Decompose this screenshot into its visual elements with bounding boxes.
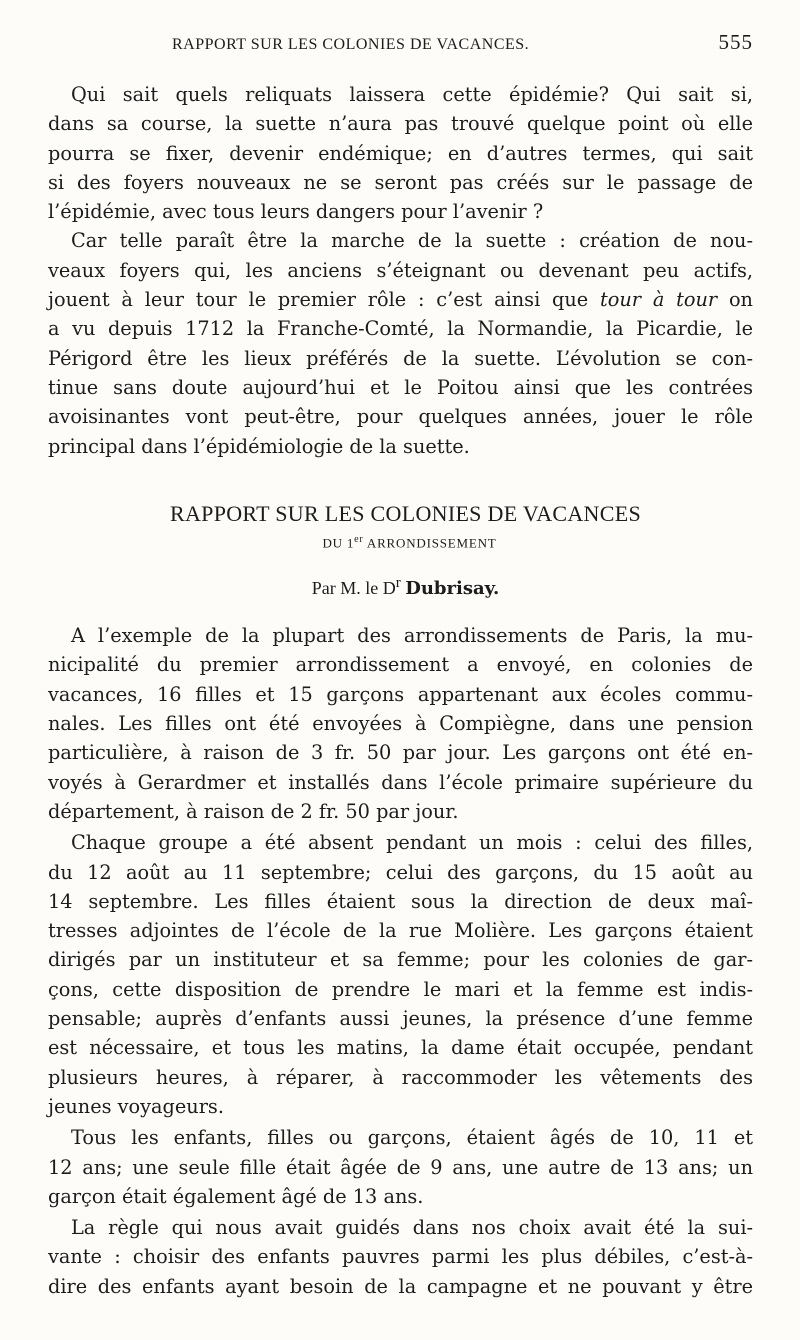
running-title: RAPPORT SUR LES COLONIES DE VACANCES. [172, 36, 530, 53]
text-line: nicipalité du premier arrondissement a envoyé, en colonies de [48, 653, 753, 677]
text-line: l’épidémie, avec tous leurs dangers pour l’avenir ? [48, 200, 544, 224]
intro-paragraph [48, 226, 753, 460]
section-subtitle [48, 534, 753, 551]
text-line: 14 septembre. Les filles étaient sous la direction de deux maî- [48, 889, 753, 913]
text-line: Tous les enfants, filles ou garçons, étaient âgés de 10, 11 et [71, 1126, 753, 1150]
text-line: Qui sait quels reliquats laissera cette épidémie? Qui sait si, [71, 83, 753, 106]
author-prefix: Par M. le D [311, 578, 396, 599]
text-line: pourra se fixer, devenir endémique; en d’autres termes, qui sait [48, 141, 753, 165]
report-paragraph [48, 621, 753, 826]
text-line: çons, cette disposition de prendre le mari et la femme est indis- [48, 977, 753, 1001]
text-line: vacances, 16 filles et 15 garçons appartenant aux écoles commu- [48, 682, 753, 706]
text-line: Chaque groupe a été absent pendant un mois : celui des filles, [71, 831, 753, 855]
text-line: voyés à Gerardmer et installés dans l’école primaire supérieure du [48, 770, 753, 794]
text-line: A l’exemple de la plupart des arrondissements de Paris, la mu- [71, 624, 753, 648]
text-line: si des foyers nouveaux ne se seront pas créés sur le passage de [48, 170, 753, 194]
text-line: tinue sans doute aujourd’hui et le Poitou ainsi que les contrées [48, 375, 753, 399]
report-paragraph [48, 1123, 753, 1211]
text-line: avoisinantes vont peut-être, pour quelques années, jouer le rôle [48, 405, 753, 429]
running-head [48, 30, 753, 60]
text-line: dirigés par un instituteur et sa femme; pour les colonies de gar- [48, 948, 753, 972]
page-number: 555 [718, 30, 753, 54]
intro-text [48, 80, 753, 461]
text-line: dire des enfants ayant besoin de la campagne et ne pouvant y être [48, 1274, 753, 1298]
text-line: garçon était également âgé de 13 ans. [48, 1184, 424, 1208]
intro-paragraph [48, 80, 753, 226]
author-line [48, 575, 753, 599]
text-line: La règle qui nous avait guidés dans nos choix avait été la sui- [71, 1216, 753, 1240]
text-line: département, à raison de 2 fr. 50 par jour. [48, 799, 459, 823]
text-line: vante : choisir des enfants pauvres parmi les plus débiles, c’est-à- [48, 1245, 753, 1269]
author-name: Dubrisay. [405, 578, 500, 600]
text-line: nales. Les filles ont été envoyées à Compiègne, dans une pension [48, 712, 753, 736]
text-line: tresses adjointes de l’école de la rue Molière. Les garçons étaient [48, 919, 753, 943]
text-line: a vu depuis 1712 la Franche-Comté, la Normandie, la Picardie, le [48, 317, 753, 341]
italic-phrase: tour à tour [600, 288, 718, 312]
subtitle-prefix: DU 1 [322, 535, 355, 551]
text-line: veaux foyers qui, les anciens s’éteignant ou devenant peu actifs, [48, 258, 753, 282]
page [48, 30, 753, 1301]
text-line: est nécessaire, et tous les matins, la dame était occupée, pendant [48, 1036, 753, 1060]
subtitle-sup: er [354, 533, 364, 545]
report-text [48, 621, 753, 1301]
report-paragraph [48, 828, 753, 1121]
text-line: jouent à leur tour le premier rôle : c’est ainsi que tour à tour on [48, 288, 753, 312]
text-line: 12 ans; une seule fille était âgée de 9 ans, une autre de 13 ans; un [48, 1155, 753, 1179]
text-line: pensable; auprès d’enfants aussi jeunes, la présence d’une femme [48, 1007, 753, 1031]
author-sup: r [395, 575, 401, 592]
text-line: plusieurs heures, à réparer, à raccommoder les vêtements des [48, 1065, 753, 1089]
subtitle-suffix: ARRONDISSEMENT [363, 535, 497, 551]
text-line: particulière, à raison de 3 fr. 50 par jour. Les garçons ont été en- [48, 741, 753, 765]
text-line: Car telle paraît être la marche de la suette : création de nou- [71, 229, 753, 253]
text-line: Périgord être les lieux préférés de la suette. L’évolution se con- [48, 346, 753, 370]
section-title: RAPPORT SUR LES COLONIES DE VACANCES [170, 500, 641, 526]
text-line: dans sa course, la suette n’aura pas trouvé quelque point où elle [48, 112, 753, 136]
text-line: jeunes voyageurs. [48, 1094, 224, 1118]
text-line: principal dans l’épidémiologie de la suette. [48, 434, 470, 458]
text-line: du 12 août au 11 septembre; celui des garçons, du 15 août au [48, 860, 753, 884]
report-paragraph [48, 1213, 753, 1301]
